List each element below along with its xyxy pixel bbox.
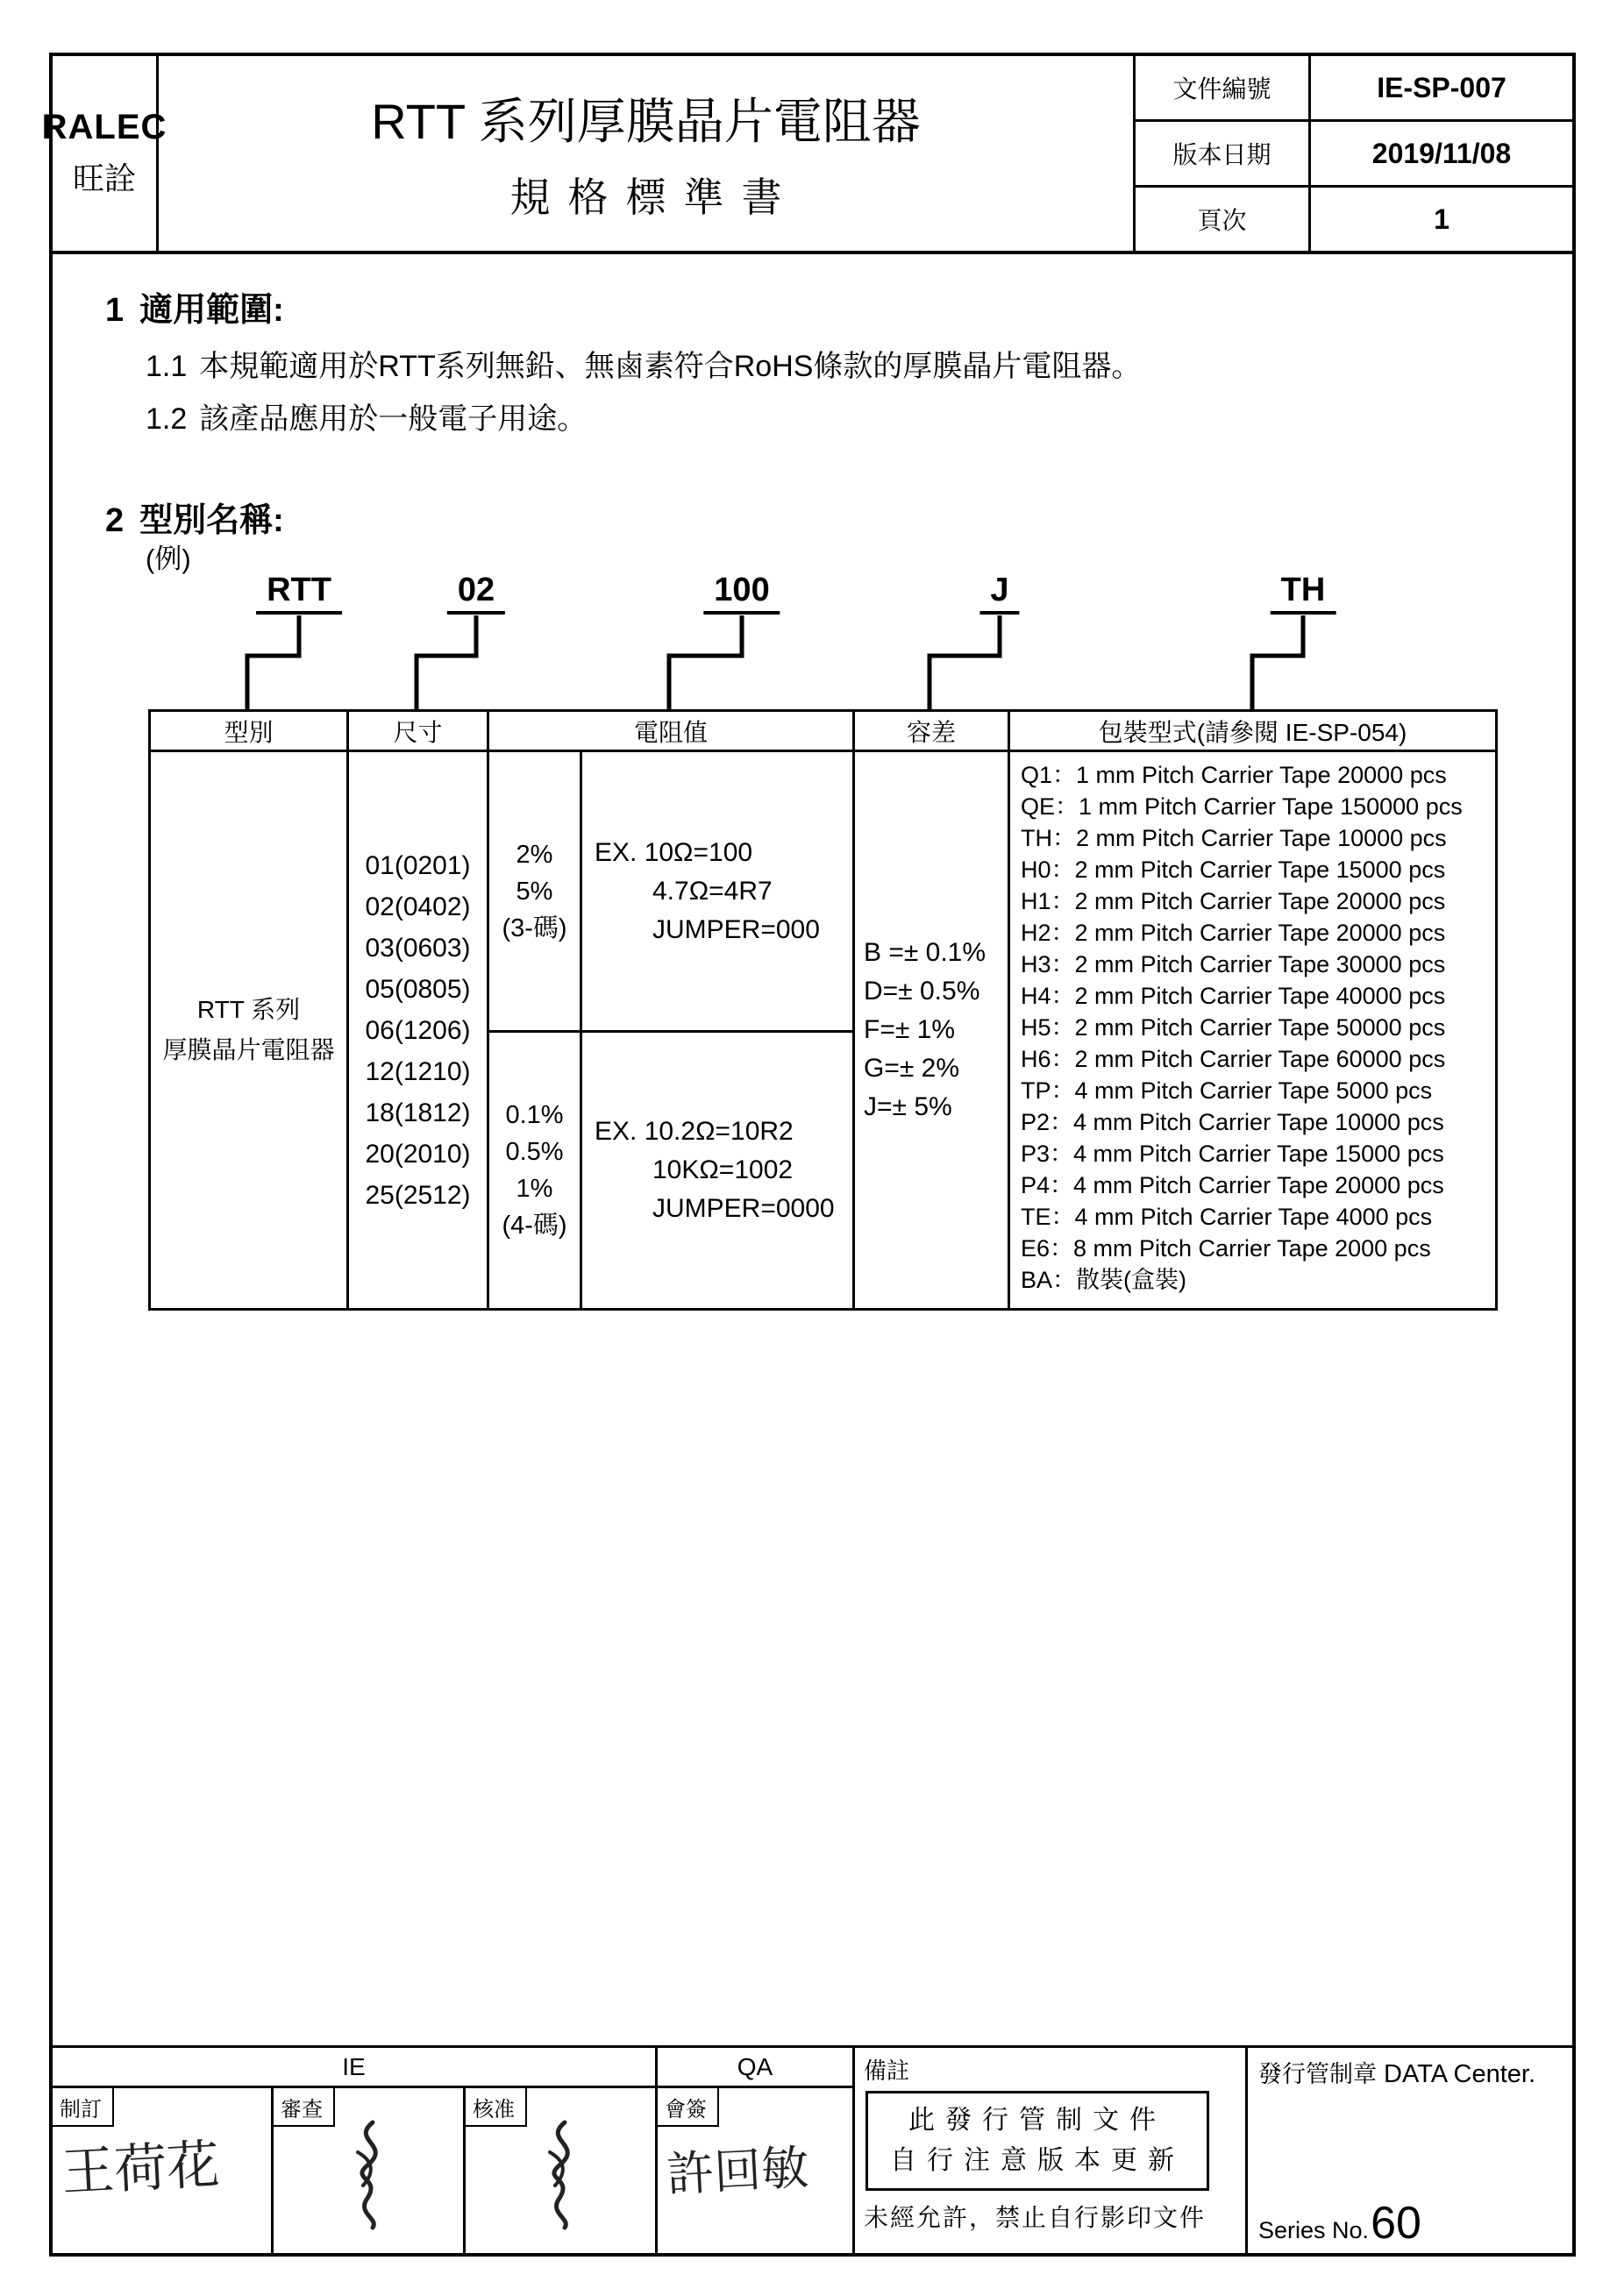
document-sheet — [41, 53, 1576, 2257]
size-item: 02(0402) — [365, 892, 471, 921]
cell-drafted-by — [53, 2088, 274, 2253]
item-1-2-number: 1.2 — [146, 402, 188, 436]
packaging-item: H5：2 mm Pitch Carrier Tape 50000 pcs — [1021, 1014, 1446, 1041]
cell-res-bottom-tolerances — [489, 1033, 582, 1308]
section1-title: 適用範圍: — [139, 292, 284, 329]
date-value: 2019/11/08 — [1371, 137, 1512, 169]
meta-row-doc-no — [1136, 56, 1572, 122]
col-header-packaging: 包裝型式(請參閱 IE-SP-054) — [1010, 712, 1495, 752]
packaging-item: H3：2 mm Pitch Carrier Tape 30000 pcs — [1021, 951, 1446, 977]
part-number-spec-table — [148, 709, 1498, 1311]
res-top-example: 4.7Ω=4R7 — [652, 876, 773, 906]
section1-item-1 — [146, 342, 1141, 385]
page-label: 頁次 — [1136, 188, 1311, 251]
size-item: 18(1812) — [365, 1098, 471, 1127]
company-name-en: RALEC — [41, 108, 167, 146]
series-type-line2: 厚膜晶片電阻器 — [162, 1036, 335, 1063]
packaging-item: H1：2 mm Pitch Carrier Tape 20000 pcs — [1021, 888, 1446, 914]
doc-no-label: 文件編號 — [1136, 56, 1311, 119]
document-meta — [1136, 56, 1572, 251]
document-header — [41, 56, 1572, 254]
qa-department-label: QA — [658, 2048, 852, 2088]
example-label: (例) — [146, 544, 191, 574]
company-block — [41, 56, 167, 251]
footer-stamp-block — [1248, 2048, 1572, 2253]
col-header-tolerance: 容差 — [855, 712, 1010, 752]
section1-number: 1 — [105, 292, 125, 329]
res-bottom-example: JUMPER=0000 — [652, 1194, 835, 1223]
cell-countersigned-by — [658, 2088, 852, 2253]
cell-res-bottom-examples — [582, 1033, 855, 1308]
cell-approved-by — [466, 2088, 655, 2253]
packaging-item: Q1：1 mm Pitch Carrier Tape 20000 pcs — [1021, 762, 1447, 788]
col-header-type: 型別 — [151, 712, 349, 752]
res-top-tol-item: (3-碼) — [502, 913, 567, 942]
title-block — [159, 56, 1136, 251]
section1-heading — [105, 282, 284, 331]
part-number-segment-resistance: 100 — [703, 572, 780, 615]
document-subtitle: 規格標準書 — [509, 174, 800, 220]
section2-title: 型別名稱: — [139, 502, 284, 539]
packaging-item: P4：4 mm Pitch Carrier Tape 20000 pcs — [1021, 1172, 1444, 1198]
res-bottom-tol-item: 0.1% — [505, 1101, 564, 1129]
stamp-value: DATA Center. — [1384, 2060, 1535, 2088]
packaging-item: H0：2 mm Pitch Carrier Tape 15000 pcs — [1021, 857, 1446, 883]
document-title: RTT 系列厚膜晶片電阻器 — [371, 94, 921, 149]
tolerance-item: J=± 5% — [864, 1092, 952, 1121]
drafted-by-signature: 王荷花 — [60, 2134, 221, 2204]
issue-control-stamp — [1258, 2055, 1562, 2089]
size-item: 12(1210) — [365, 1056, 471, 1086]
res-bottom-tol-item: 1% — [516, 1175, 553, 1203]
res-bottom-example: 10KΩ=1002 — [652, 1155, 794, 1184]
reviewed-by-signature — [324, 2117, 412, 2231]
cell-packaging-codes — [1010, 752, 1495, 1308]
part-number-segment-series: RTT — [256, 572, 342, 615]
cell-sizes — [349, 752, 489, 1308]
no-copy-notice: 未經允許，禁止自行影印文件 — [864, 2203, 1207, 2232]
packaging-item: E6：8 mm Pitch Carrier Tape 2000 pcs — [1021, 1235, 1431, 1262]
series-number — [1258, 2197, 1421, 2250]
res-bottom-tol-item: 0.5% — [505, 1138, 564, 1166]
packaging-item: BA：散裝(盒裝) — [1021, 1267, 1186, 1293]
size-item: 01(0201) — [365, 850, 471, 880]
series-type-line1: RTT 系列 — [196, 996, 301, 1023]
size-item: 25(2512) — [365, 1180, 471, 1210]
company-name-cn: 旺詮 — [72, 160, 136, 196]
drafted-by-label: 制訂 — [53, 2088, 114, 2127]
ie-signature-row — [53, 2088, 655, 2253]
col-header-resistance: 電阻值 — [489, 712, 855, 752]
res-bottom-tol-item: (4-碼) — [502, 1212, 567, 1240]
section2-heading — [105, 493, 284, 541]
cell-res-top-examples — [582, 752, 855, 1033]
approved-by-signature — [516, 2117, 604, 2231]
cell-series-type — [151, 752, 349, 1308]
tolerance-item: B =± 0.1% — [864, 938, 987, 967]
remark-label: 備註 — [864, 2058, 910, 2084]
item-1-1-text: 本規範適用於RTT系列無鉛、無鹵素符合RoHS條款的厚膜晶片電阻器。 — [199, 350, 1142, 383]
tolerance-item: D=± 0.5% — [864, 977, 980, 1006]
page-value: 1 — [1434, 203, 1449, 235]
series-label: Series No. — [1258, 2217, 1370, 2243]
tolerance-item: G=± 2% — [864, 1054, 960, 1083]
meta-row-page — [1136, 188, 1572, 251]
date-label: 版本日期 — [1136, 122, 1311, 185]
packaging-item: H2：2 mm Pitch Carrier Tape 20000 pcs — [1021, 920, 1446, 946]
part-number-segment-packing: TH — [1271, 572, 1336, 615]
reviewed-by-label: 審查 — [274, 2088, 335, 2127]
packaging-item: TP：4 mm Pitch Carrier Tape 5000 pcs — [1021, 1077, 1433, 1104]
part-number-segment-tolerance: J — [979, 572, 1019, 615]
section1-item-2 — [146, 395, 587, 437]
res-top-tol-item: 5% — [516, 877, 553, 906]
cell-res-top-tolerances — [489, 752, 582, 1033]
cell-tolerance-codes — [855, 752, 1010, 1308]
packaging-item: QE：1 mm Pitch Carrier Tape 150000 pcs — [1021, 793, 1463, 820]
footer-qa-block — [658, 2048, 855, 2253]
size-item: 03(0603) — [365, 933, 471, 963]
item-1-2-text: 該產品應用於一般電子用途。 — [199, 402, 588, 436]
size-item: 05(0805) — [365, 974, 471, 1004]
approved-by-label: 核准 — [466, 2088, 527, 2127]
res-top-tol-item: 2% — [516, 840, 553, 869]
size-item: 20(2010) — [365, 1139, 471, 1169]
packaging-item: P2：4 mm Pitch Carrier Tape 10000 pcs — [1021, 1109, 1444, 1135]
cell-reviewed-by — [274, 2088, 466, 2253]
controlled-document-notice-box — [865, 2091, 1209, 2191]
packaging-item: P3：4 mm Pitch Carrier Tape 15000 pcs — [1021, 1141, 1444, 1167]
countersigned-by-label: 會簽 — [658, 2088, 719, 2127]
part-number-segment-size: 02 — [447, 572, 505, 615]
meta-row-date — [1136, 122, 1572, 188]
res-top-example: EX. 10Ω=100 — [595, 837, 753, 867]
stamp-label: 發行管制章 — [1258, 2061, 1377, 2087]
item-1-1-number: 1.1 — [146, 350, 188, 383]
size-item: 06(1206) — [365, 1015, 471, 1045]
ie-department-label: IE — [53, 2048, 655, 2088]
packaging-item: H6：2 mm Pitch Carrier Tape 60000 pcs — [1021, 1046, 1446, 1072]
tolerance-item: F=± 1% — [864, 1015, 956, 1044]
footer-ie-block — [53, 2048, 658, 2253]
countersigned-by-signature: 許回敏 — [665, 2139, 810, 2203]
series-value: 60 — [1371, 2198, 1421, 2249]
doc-no-value: IE-SP-007 — [1377, 71, 1506, 103]
notice-line-2: 自行注意版本更新 — [890, 2145, 1185, 2176]
res-bottom-example: EX. 10.2Ω=10R2 — [595, 1117, 794, 1146]
res-top-example: JUMPER=000 — [652, 914, 820, 944]
footer-remark-block — [855, 2048, 1248, 2253]
col-header-size: 尺寸 — [349, 712, 489, 752]
part-number-connector-lines — [53, 610, 1368, 709]
packaging-item: TE：4 mm Pitch Carrier Tape 4000 pcs — [1021, 1204, 1433, 1230]
approval-footer — [53, 2045, 1572, 2253]
notice-line-1: 此發行管制文件 — [908, 2105, 1166, 2136]
packaging-item: TH：2 mm Pitch Carrier Tape 10000 pcs — [1021, 825, 1447, 851]
packaging-item: H4：2 mm Pitch Carrier Tape 40000 pcs — [1021, 983, 1446, 1009]
section2-number: 2 — [105, 502, 125, 539]
